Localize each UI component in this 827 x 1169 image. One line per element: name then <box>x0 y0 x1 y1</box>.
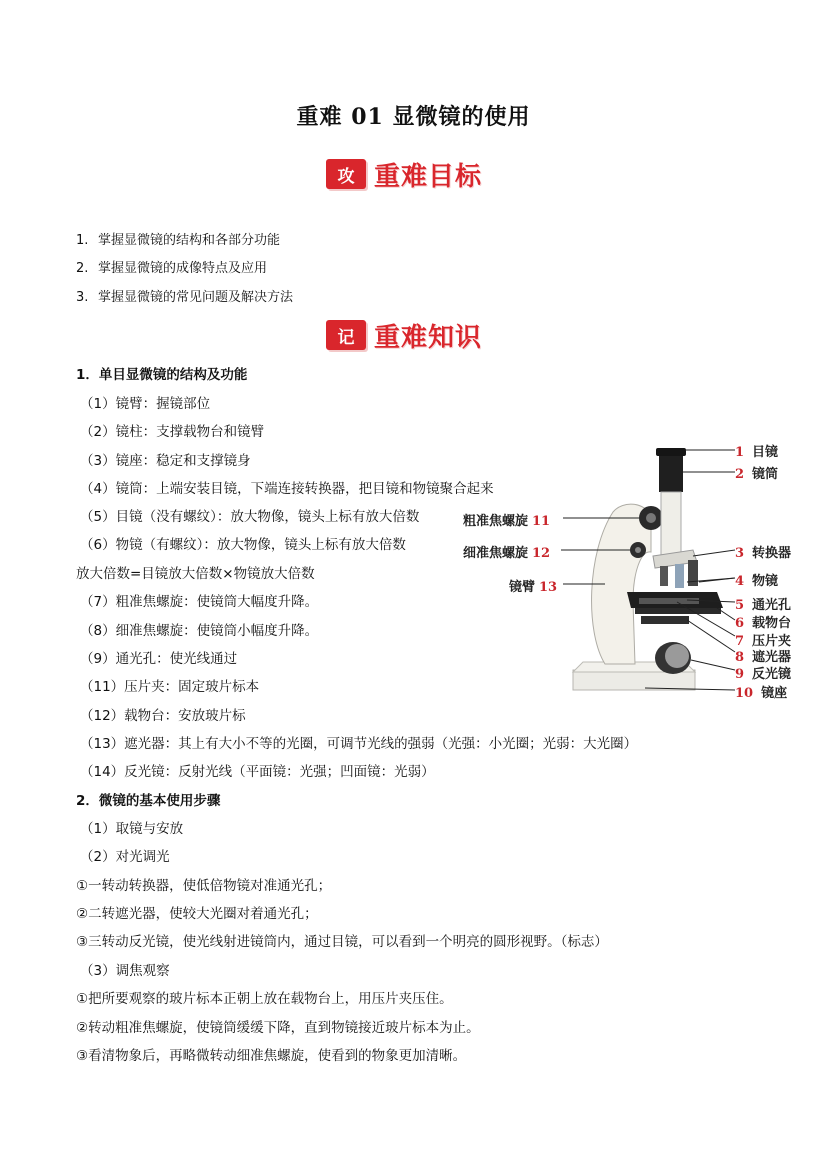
banner-title: 重难知识 <box>374 322 483 353</box>
text-line: （6）物镜（有螺纹）：放大物像，镜头上标有放大倍数 <box>80 537 406 553</box>
text-line: （14）反光镜：反射光线（平面镜：光强；凹面镜：光弱） <box>80 764 435 780</box>
text-line: （5）目镜（没有螺纹）：放大物像，镜头上标有放大倍数 <box>80 509 420 525</box>
label-mirror: 9 反光镜 <box>735 667 792 682</box>
text-line: （3）镜座：稳定和支撑镜身 <box>80 453 251 469</box>
label-fine-knob: 细准焦螺旋 12 <box>463 546 551 561</box>
label-arm: 镜臂 13 <box>509 580 558 595</box>
text-line: （1）取镜与安放 <box>80 821 184 837</box>
text-line: （3）调焦观察 <box>80 963 170 979</box>
goal-number: 2. <box>76 261 89 276</box>
label-nosepiece: 3 转换器 <box>735 546 792 561</box>
text-line: （1）镜臂：握镜部位 <box>80 396 211 412</box>
section-heading: 1．单目显微镜的结构及功能 <box>76 367 248 383</box>
text-line: （12）载物台：安放玻片标 <box>80 708 246 724</box>
section-banner-knowledge <box>326 318 482 352</box>
goal-text: 掌握显微镜的常见问题及解决方法 <box>98 290 294 305</box>
goal-item <box>76 229 280 248</box>
text-line: （7）粗准焦螺旋：使镜筒大幅度升降。 <box>80 594 319 610</box>
text-line: （13）遮光器：其上有大小不等的光圈，可调节光线的强弱（光强：小光圈；光弱：大光圈） <box>80 736 638 752</box>
step-line: ③看清物象后，再略微转动细准焦螺旋，使看到的物象更加清晰。 <box>76 1048 467 1064</box>
text-line: （2）镜柱：支撑载物台和镜臂 <box>80 424 265 440</box>
microscope-figure <box>455 432 827 704</box>
label-coarse-knob: 粗准焦螺旋 11 <box>463 514 551 529</box>
step-line: ②二转遮光器，使较大光圈对着通光孔； <box>76 906 318 922</box>
formula-line: 放大倍数=目镜放大倍数×物镜放大倍数 <box>76 566 315 582</box>
banner-title: 重难目标 <box>374 161 483 192</box>
goal-text: 掌握显微镜的成像特点及应用 <box>98 261 268 276</box>
label-aperture: 5 通光孔 <box>735 598 792 613</box>
section-banner-goals <box>326 157 482 191</box>
step-line: ②转动粗准焦螺旋，使镜筒缓缓下降，直到物镜接近玻片标本为止。 <box>76 1020 480 1036</box>
section-heading: 2．微镜的基本使用步骤 <box>76 793 221 809</box>
text-line: （4）镜筒：上端安装目镜，下端连接转换器，把目镜和物镜聚合起来 <box>80 481 494 497</box>
label-objective: 4 物镜 <box>735 574 779 589</box>
goal-text: 掌握显微镜的结构和各部分功能 <box>98 233 281 248</box>
page-title: 重难 01 显微镜的使用 <box>296 104 531 130</box>
text-line: （11）压片夹：固定玻片标本 <box>80 679 260 695</box>
label-stage: 6 载物台 <box>735 616 792 631</box>
label-diaphragm: 8 遮光器 <box>735 650 792 665</box>
label-tube: 2 镜筒 <box>735 467 779 482</box>
step-line: ①一转动转换器，使低倍物镜对准通光孔； <box>76 878 332 894</box>
text-line: （8）细准焦螺旋：使镜筒小幅度升降。 <box>80 623 319 639</box>
text-line: （9）通光孔：使光线通过 <box>80 651 238 667</box>
goal-number: 1. <box>76 233 89 248</box>
step-line: ①把所要观察的玻片标本正朝上放在载物台上，用压片夹压住。 <box>76 991 453 1007</box>
step-line: ③三转动反光镜，使光线射进镜筒内，通过目镜，可以看到一个明亮的圆形视野。（标志） <box>76 934 608 950</box>
label-eyepiece: 1 目镜 <box>735 445 779 460</box>
goal-number: 3. <box>76 290 89 305</box>
label-base: 10 镜座 <box>735 686 788 701</box>
banner-icon: 记 <box>326 320 366 350</box>
goal-item <box>76 286 293 305</box>
label-clip: 7 压片夹 <box>735 634 792 649</box>
banner-icon: 攻 <box>326 159 366 189</box>
text-line: （2）对光调光 <box>80 849 170 865</box>
goal-item <box>76 257 267 276</box>
